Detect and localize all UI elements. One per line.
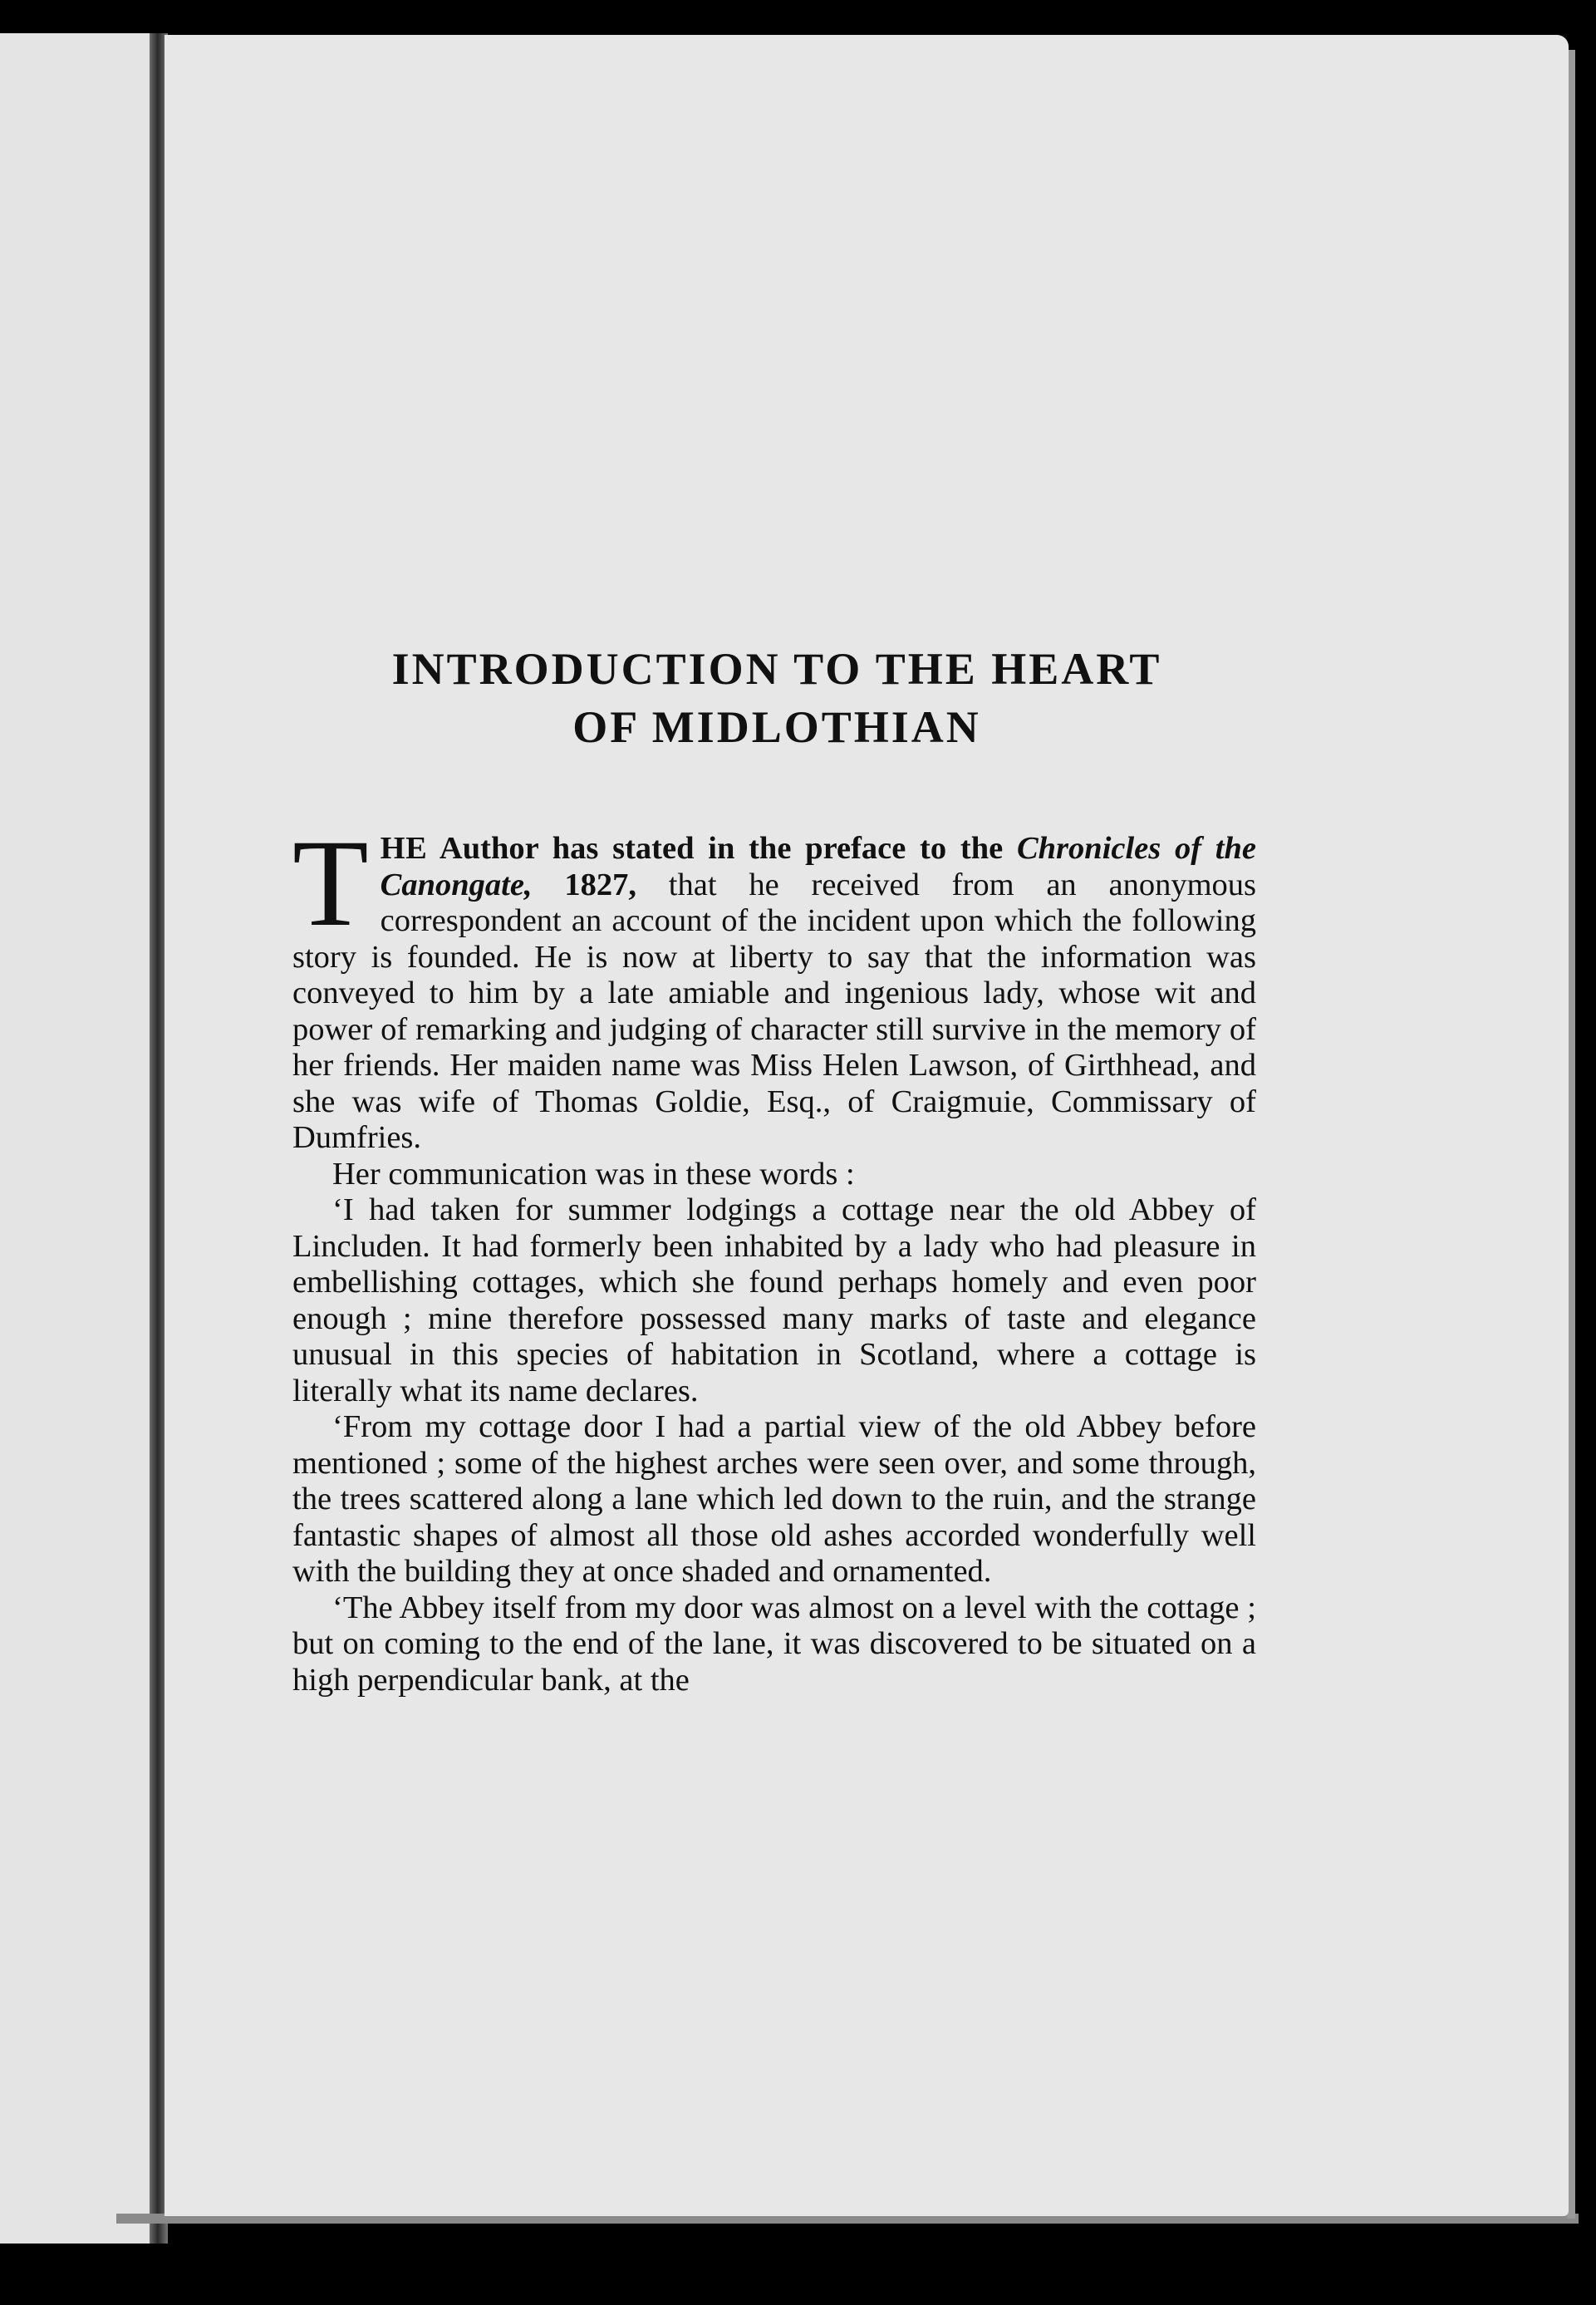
paragraph: ‘I had taken for summer lodgings a cottage near the old Abbey of Lincluden. It had formerly been inhabited by a lady who had pleasure in embellishing cottages, which she found perhaps homely and even poor enough ; mine therefore possessed many marks of taste and elegance unusual in this species of habitation in Scotland, where a cottage is literally what its name declares. [292, 1192, 1256, 1408]
drop-cap: T [292, 814, 369, 952]
work-title: Chronicles of the Canongate, [380, 831, 1256, 902]
facing-page-edge [0, 33, 158, 2244]
paragraph: ‘From my cottage door I had a partial view of the old Abbey before mentioned ; some of the highest arches were seen over, and some through, the trees scattered along a lane which led down to the ruin, and the strange fantastic shapes of almost all those old ashes accorded wonderfully well with the building they at once shaded and ornamented. [292, 1409, 1256, 1589]
opening-paragraph [292, 814, 1256, 1157]
paragraph: Her communication was in these words : [332, 1156, 855, 1192]
chapter-title-line-2: OF MIDLOTHIAN [572, 702, 981, 752]
year-text: 1827, [532, 867, 636, 902]
body-text [292, 814, 1256, 1698]
opening-rest: that he received from an anonymous correspondent an account of the incident upon which the following story is founded. He is now at liberty to say that the information was conveyed to him by a late amiable and ingenious lady, whose wit and power of remarking and judging of character still survive in the memory of her friends. Her maiden name was Miss Helen Lawson, of Girthhead, and she was wife of Thomas Goldie, Esq., of Craigmuie, Commissary of Dumfries. [292, 867, 1256, 1155]
paragraph: ‘The Abbey itself from my door was almost on a level with the cottage ; but on coming to the end of the lane, it was discovered to be situated on a high perpendicular bank, at the [292, 1590, 1256, 1698]
chapter-title [291, 640, 1263, 756]
lead-bold-run: Author has stated in the preface to the [427, 831, 1017, 866]
chapter-title-line-1: INTRODUCTION TO THE HEART [391, 644, 1162, 694]
lead-small-caps: HE [380, 831, 428, 866]
